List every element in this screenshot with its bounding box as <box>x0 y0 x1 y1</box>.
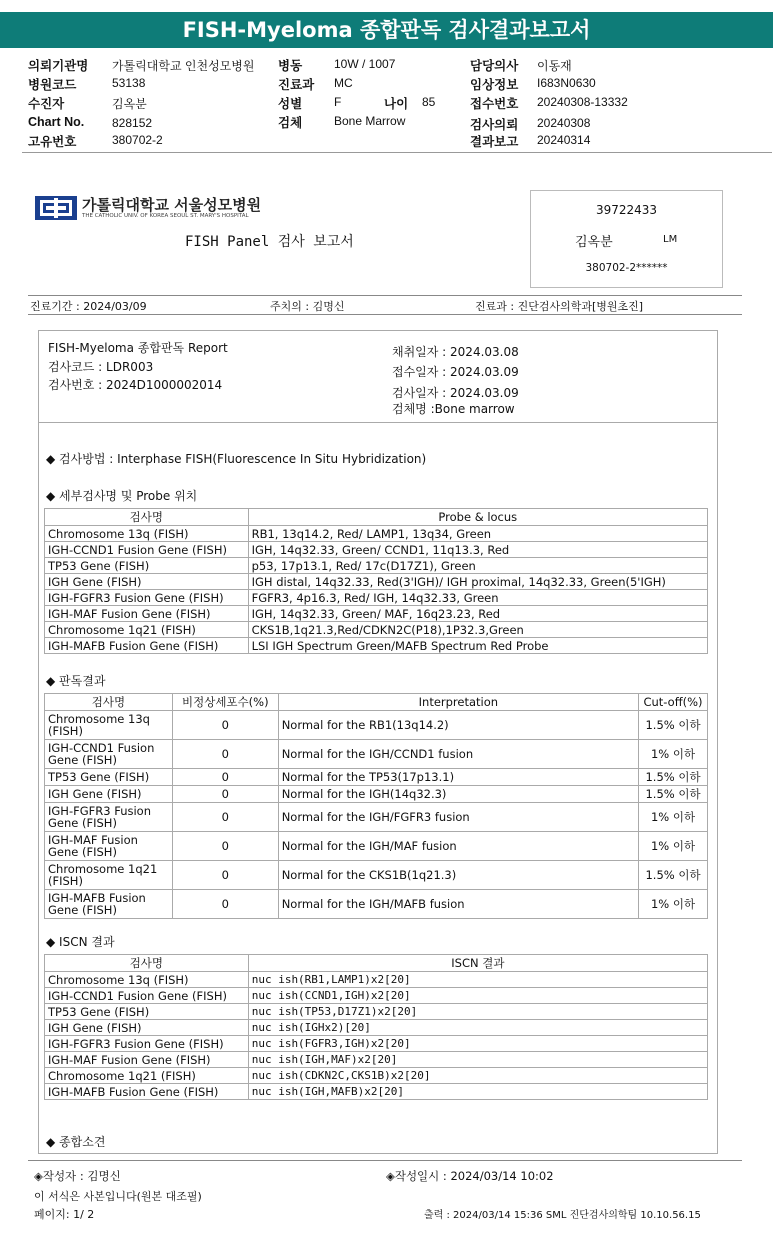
probe-table <box>44 508 708 654</box>
result-test-name: TP53 Gene (FISH) <box>45 769 173 786</box>
specimen-name: 검체명 :Bone marrow <box>392 402 515 416</box>
probe-locus: LSI IGH Spectrum Green/MAFB Spectrum Red Probe <box>248 638 707 654</box>
result-cutoff: 1% 이하 <box>639 890 708 919</box>
patient-reg-no: 380702-2****** <box>585 262 668 274</box>
probe-locus: FGFR3, 4p16.3, Red/ IGH, 14q32.33, Green <box>248 590 707 606</box>
result-header-abnormal: 비정상세포수(%) <box>172 694 278 711</box>
hospital-name: 가톨릭대학교 서울성모병원 <box>82 196 262 214</box>
iscn-table <box>44 954 708 1100</box>
iscn-result: nuc ish(IGHx2)[20] <box>248 1020 707 1036</box>
label-sex: 성별 <box>278 97 303 111</box>
result-interpretation: Normal for the CKS1B(1q21.3) <box>278 861 638 890</box>
footer-author: ◈작성자 : 김명신 <box>34 1169 121 1183</box>
label-test-request: 검사의뢰 <box>470 118 519 132</box>
visit-line-top <box>28 295 742 296</box>
value-test-request: 20240308 <box>537 116 591 130</box>
table-row <box>45 542 708 558</box>
probe-test-name: IGH-MAFB Fusion Gene (FISH) <box>45 638 249 654</box>
iscn-result: nuc ish(FGFR3,IGH)x2[20] <box>248 1036 707 1052</box>
visit-period: 진료기간 : 2024/03/09 <box>30 300 147 313</box>
iscn-section-title: ◆ ISCN 결과 <box>46 935 115 949</box>
result-test-name: IGH-MAFB Fusion Gene (FISH) <box>45 890 173 919</box>
test-date: 검사일자 : 2024.03.09 <box>392 386 519 400</box>
table-row <box>45 1036 708 1052</box>
result-test-name: Chromosome 1q21 (FISH) <box>45 861 173 890</box>
table-row <box>45 606 708 622</box>
result-cutoff: 1.5% 이하 <box>639 711 708 740</box>
table-row <box>45 622 708 638</box>
table-row <box>45 574 708 590</box>
footer-divider <box>28 1160 742 1161</box>
value-age: 85 <box>422 95 436 109</box>
iscn-test-name: IGH Gene (FISH) <box>45 1020 249 1036</box>
probe-locus: p53, 17p13.1, Red/ 17c(D17Z1), Green <box>248 558 707 574</box>
value-patient: 김옥분 <box>112 97 147 111</box>
result-abnormal-count: 0 <box>172 711 278 740</box>
footer-page-number: 페이지: 1/ 2 <box>34 1208 95 1221</box>
table-row <box>45 803 708 832</box>
result-table <box>44 693 708 919</box>
value-chart-no: 828152 <box>112 116 153 130</box>
label-specimen: 검체 <box>278 116 303 130</box>
visit-line-bottom <box>28 314 742 315</box>
report-title: FISH Panel 검사 보고서 <box>185 234 354 250</box>
result-interpretation: Normal for the IGH(14q32.3) <box>278 786 638 803</box>
label-chart-no: Chart No. <box>28 115 85 129</box>
table-row <box>45 526 708 542</box>
iscn-result: nuc ish(CCND1,IGH)x2[20] <box>248 988 707 1004</box>
patient-tag: LM <box>663 234 678 245</box>
result-header-test: 검사명 <box>45 694 173 711</box>
iscn-result: nuc ish(RB1,LAMP1)x2[20] <box>248 972 707 988</box>
result-header-cutoff: Cut-off(%) <box>639 694 708 711</box>
result-cutoff: 1.5% 이하 <box>639 861 708 890</box>
iscn-test-name: IGH-FGFR3 Fusion Gene (FISH) <box>45 1036 249 1052</box>
result-interpretation: Normal for the RB1(13q14.2) <box>278 711 638 740</box>
result-section-title: ◆ 판독결과 <box>46 674 106 688</box>
result-abnormal-count: 0 <box>172 890 278 919</box>
label-ward: 병동 <box>278 59 303 73</box>
result-cutoff: 1% 이하 <box>639 740 708 769</box>
label-result-report: 결과보고 <box>470 135 519 149</box>
table-row <box>45 1068 708 1084</box>
patient-number: 39722433 <box>595 203 658 217</box>
value-receipt-no: 20240308-13332 <box>537 95 628 109</box>
result-cutoff: 1.5% 이하 <box>639 769 708 786</box>
hospital-emblem-icon <box>34 193 78 223</box>
value-doctor: 이동재 <box>537 59 572 73</box>
probe-header-test: 검사명 <box>45 509 249 526</box>
iscn-header-result: ISCN 결과 <box>248 955 707 972</box>
value-hospital-code: 53138 <box>112 76 146 90</box>
result-cutoff: 1.5% 이하 <box>639 786 708 803</box>
attending-doctor: 주치의 : 김명신 <box>270 300 345 313</box>
test-name: FISH-Myeloma 종합판독 Report <box>48 341 228 355</box>
test-code: 검사코드 : LDR003 <box>48 360 154 374</box>
probe-locus: IGH, 14q32.33, Green/ MAF, 16q23.23, Red <box>248 606 707 622</box>
label-patient: 수진자 <box>28 97 65 111</box>
probe-test-name: IGH-FGFR3 Fusion Gene (FISH) <box>45 590 249 606</box>
iscn-result: nuc ish(IGH,MAF)x2[20] <box>248 1052 707 1068</box>
header-divider <box>22 152 772 153</box>
table-row <box>45 711 708 740</box>
patient-name: 김옥분 <box>575 235 613 250</box>
iscn-result: nuc ish(CDKN2C,CKS1B)x2[20] <box>248 1068 707 1084</box>
result-abnormal-count: 0 <box>172 769 278 786</box>
iscn-test-name: IGH-CCND1 Fusion Gene (FISH) <box>45 988 249 1004</box>
table-row <box>45 786 708 803</box>
table-row <box>45 740 708 769</box>
probe-test-name: IGH-MAF Fusion Gene (FISH) <box>45 606 249 622</box>
iscn-test-name: Chromosome 13q (FISH) <box>45 972 249 988</box>
receive-date: 접수일자 : 2024.03.09 <box>392 365 519 379</box>
result-test-name: IGH-CCND1 Fusion Gene (FISH) <box>45 740 173 769</box>
iscn-test-name: IGH-MAF Fusion Gene (FISH) <box>45 1052 249 1068</box>
probe-test-name: Chromosome 13q (FISH) <box>45 526 249 542</box>
patient-id-box <box>530 190 723 288</box>
footer-print-info: 출력 : 2024/03/14 15:36 SML 진단검사의학팀 10.10.56.15 <box>424 1210 701 1221</box>
table-row <box>45 832 708 861</box>
value-ward: 10W / 1007 <box>334 57 396 71</box>
result-interpretation: Normal for the IGH/MAFB fusion <box>278 890 638 919</box>
value-department: MC <box>334 76 353 90</box>
value-requesting-institution: 가톨릭대학교 인천성모병원 <box>112 59 255 73</box>
iscn-test-name: IGH-MAFB Fusion Gene (FISH) <box>45 1084 249 1100</box>
table-row <box>45 988 708 1004</box>
table-row <box>45 558 708 574</box>
table-row <box>45 1004 708 1020</box>
result-abnormal-count: 0 <box>172 786 278 803</box>
iscn-test-name: Chromosome 1q21 (FISH) <box>45 1068 249 1084</box>
probe-locus: RB1, 13q14.2, Red/ LAMP1, 13q34, Green <box>248 526 707 542</box>
collect-date: 채취일자 : 2024.03.08 <box>392 345 519 359</box>
iscn-result: nuc ish(TP53,D17Z1)x2[20] <box>248 1004 707 1020</box>
probe-test-name: IGH Gene (FISH) <box>45 574 249 590</box>
probe-locus: CKS1B,1q21.3,Red/CDKN2C(P18),1P32.3,Green <box>248 622 707 638</box>
result-header-interpretation: Interpretation <box>278 694 638 711</box>
result-cutoff: 1% 이하 <box>639 803 708 832</box>
probe-test-name: Chromosome 1q21 (FISH) <box>45 622 249 638</box>
probe-section-title: ◆ 세부검사명 및 Probe 위치 <box>46 489 198 503</box>
result-interpretation: Normal for the IGH/FGFR3 fusion <box>278 803 638 832</box>
probe-locus: IGH distal, 14q32.33, Red(3'IGH)/ IGH proximal, 14q32.33, Green(5'IGH) <box>248 574 707 590</box>
table-row <box>45 1052 708 1068</box>
table-row <box>45 1084 708 1100</box>
result-abnormal-count: 0 <box>172 861 278 890</box>
info-divider <box>39 422 717 423</box>
result-interpretation: Normal for the TP53(17p13.1) <box>278 769 638 786</box>
value-unique-no: 380702-2 <box>112 133 163 147</box>
result-abnormal-count: 0 <box>172 832 278 861</box>
label-clinical-info: 임상정보 <box>470 78 519 92</box>
result-interpretation: Normal for the IGH/MAF fusion <box>278 832 638 861</box>
probe-test-name: IGH-CCND1 Fusion Gene (FISH) <box>45 542 249 558</box>
footer-copy-note: 이 서식은 사본입니다(원본 대조필) <box>34 1190 202 1203</box>
table-row <box>45 890 708 919</box>
table-row <box>45 638 708 654</box>
report-banner-title: FISH-Myeloma 종합판독 검사결과보고서 <box>0 12 773 48</box>
iscn-result: nuc ish(IGH,MAFB)x2[20] <box>248 1084 707 1100</box>
test-number: 검사번호 : 2024D1000002014 <box>48 378 223 392</box>
iscn-header-test: 검사명 <box>45 955 249 972</box>
label-receipt-no: 접수번호 <box>470 97 519 111</box>
probe-test-name: TP53 Gene (FISH) <box>45 558 249 574</box>
result-test-name: IGH-MAF Fusion Gene (FISH) <box>45 832 173 861</box>
table-row <box>45 769 708 786</box>
result-test-name: IGH-FGFR3 Fusion Gene (FISH) <box>45 803 173 832</box>
probe-header-locus: Probe & locus <box>248 509 707 526</box>
iscn-test-name: TP53 Gene (FISH) <box>45 1004 249 1020</box>
value-result-report: 20240314 <box>537 133 591 147</box>
label-department: 진료과 <box>278 78 315 92</box>
result-abnormal-count: 0 <box>172 803 278 832</box>
table-row <box>45 861 708 890</box>
label-unique-no: 고유번호 <box>28 135 77 149</box>
method-line: ◆ 검사방법 : Interphase FISH(Fluorescence In Situ Hybridization) <box>46 452 427 466</box>
label-requesting-institution: 의뢰기관명 <box>28 59 89 73</box>
label-hospital-code: 병원코드 <box>28 78 77 92</box>
value-specimen: Bone Marrow <box>334 114 406 128</box>
table-row <box>45 1020 708 1036</box>
label-doctor: 담당의사 <box>470 59 519 73</box>
hospital-name-english: THE CATHOLIC UNIV. OF KOREA SEOUL ST. MARY'S HOSPITAL <box>82 213 249 219</box>
result-test-name: IGH Gene (FISH) <box>45 786 173 803</box>
result-abnormal-count: 0 <box>172 740 278 769</box>
result-cutoff: 1% 이하 <box>639 832 708 861</box>
summary-section-title: ◆ 종합소견 <box>46 1135 106 1149</box>
value-clinical-info: I683N0630 <box>537 76 596 90</box>
visit-department: 진료과 : 진단검사의학과[병원초진] <box>475 300 644 313</box>
value-sex: F <box>334 95 342 109</box>
hospital-logo <box>34 193 78 227</box>
footer-written-date: ◈작성일시 : 2024/03/14 10:02 <box>386 1169 554 1183</box>
result-interpretation: Normal for the IGH/CCND1 fusion <box>278 740 638 769</box>
result-test-name: Chromosome 13q (FISH) <box>45 711 173 740</box>
label-age: 나이 <box>384 97 409 111</box>
probe-locus: IGH, 14q32.33, Green/ CCND1, 11q13.3, Red <box>248 542 707 558</box>
table-row <box>45 972 708 988</box>
table-row <box>45 590 708 606</box>
